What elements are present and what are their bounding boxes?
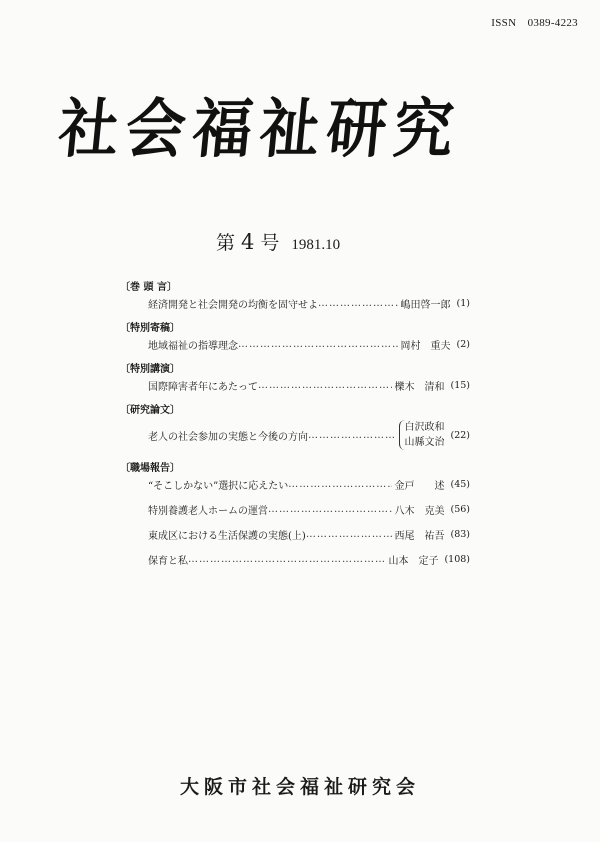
section-heading: 〔特別寄稿〕 <box>120 323 180 334</box>
toc-section-special-contribution <box>120 319 470 353</box>
entry-author: 岡村 重夫 <box>400 341 451 352</box>
table-of-contents <box>120 278 470 575</box>
entry-page: (2) <box>456 339 470 350</box>
entry-author: 西尾 祐吾 <box>394 531 445 542</box>
toc-entry[interactable] <box>120 526 470 543</box>
entry-title: 国際障害者年にあたって <box>148 382 258 393</box>
toc-entry[interactable] <box>120 418 470 452</box>
entry-title: 特別養護老人ホームの運営 <box>148 506 268 517</box>
leader-dots <box>306 529 393 540</box>
leader-dots <box>288 479 392 490</box>
toc-entry[interactable] <box>120 551 470 568</box>
issue-line <box>216 228 340 255</box>
entry-title: “そこしかない”選択に応えたい <box>148 481 289 492</box>
leader-dots <box>258 380 392 391</box>
toc-entry[interactable] <box>120 377 470 394</box>
issue-number: 4 <box>241 230 255 254</box>
entry-title: 地域福祉の指導理念 <box>148 341 238 352</box>
entry-author: 山縣文治 <box>404 437 445 448</box>
toc-section-workplace-reports <box>120 459 470 568</box>
toc-entry[interactable] <box>120 336 470 353</box>
section-heading: 〔特別講演〕 <box>120 364 180 375</box>
entry-page: (45) <box>450 479 470 490</box>
entry-title: 東成区における生活保護の実態(上) <box>148 531 306 542</box>
entry-author: 櫟木 清和 <box>394 382 445 393</box>
entry-page: (56) <box>450 504 470 515</box>
entry-title: 経済開発と社会開発の均衡を固守せよ <box>148 300 318 311</box>
entry-authors <box>399 420 444 450</box>
entry-page: (22) <box>450 429 470 441</box>
issue-date: 1981.10 <box>291 237 341 253</box>
section-heading: 〔研究論文〕 <box>120 405 180 416</box>
issn-number: ISSN 0389-4223 <box>491 17 578 29</box>
toc-entry[interactable] <box>120 295 470 312</box>
entry-author: 嶋田啓一郎 <box>400 300 451 311</box>
toc-entry[interactable] <box>120 501 470 518</box>
publisher-name: 大阪市社会福祉研究会 <box>179 776 420 798</box>
entry-title: 老人の社会参加の実態と今後の方向 <box>148 431 308 443</box>
entry-title: 保育と私 <box>148 556 188 567</box>
entry-page: (15) <box>450 380 470 391</box>
section-heading: 〔巻 頭 言〕 <box>120 282 177 293</box>
entry-page: (1) <box>456 298 470 309</box>
entry-author: 金戸 述 <box>394 481 445 492</box>
toc-section-special-lecture <box>120 360 470 394</box>
section-heading: 〔職場報告〕 <box>120 463 180 474</box>
leader-dots <box>318 298 399 309</box>
entry-author: 山本 定子 <box>388 556 439 567</box>
leader-dots <box>268 504 392 515</box>
issue-prefix: 第 <box>216 232 236 254</box>
entry-author: 白沢政和 <box>404 422 445 433</box>
leader-dots <box>188 554 386 565</box>
toc-entry[interactable] <box>120 476 470 493</box>
journal-title: 社会福祉研究 <box>55 93 465 167</box>
toc-section-research-papers <box>120 401 470 452</box>
issue-suffix: 号 <box>260 232 280 254</box>
leader-dots <box>308 430 397 441</box>
entry-page: (108) <box>444 554 470 565</box>
entry-page: (83) <box>450 529 470 540</box>
toc-section-foreword <box>120 278 470 312</box>
entry-author: 八木 克美 <box>394 506 445 517</box>
leader-dots <box>238 339 399 350</box>
